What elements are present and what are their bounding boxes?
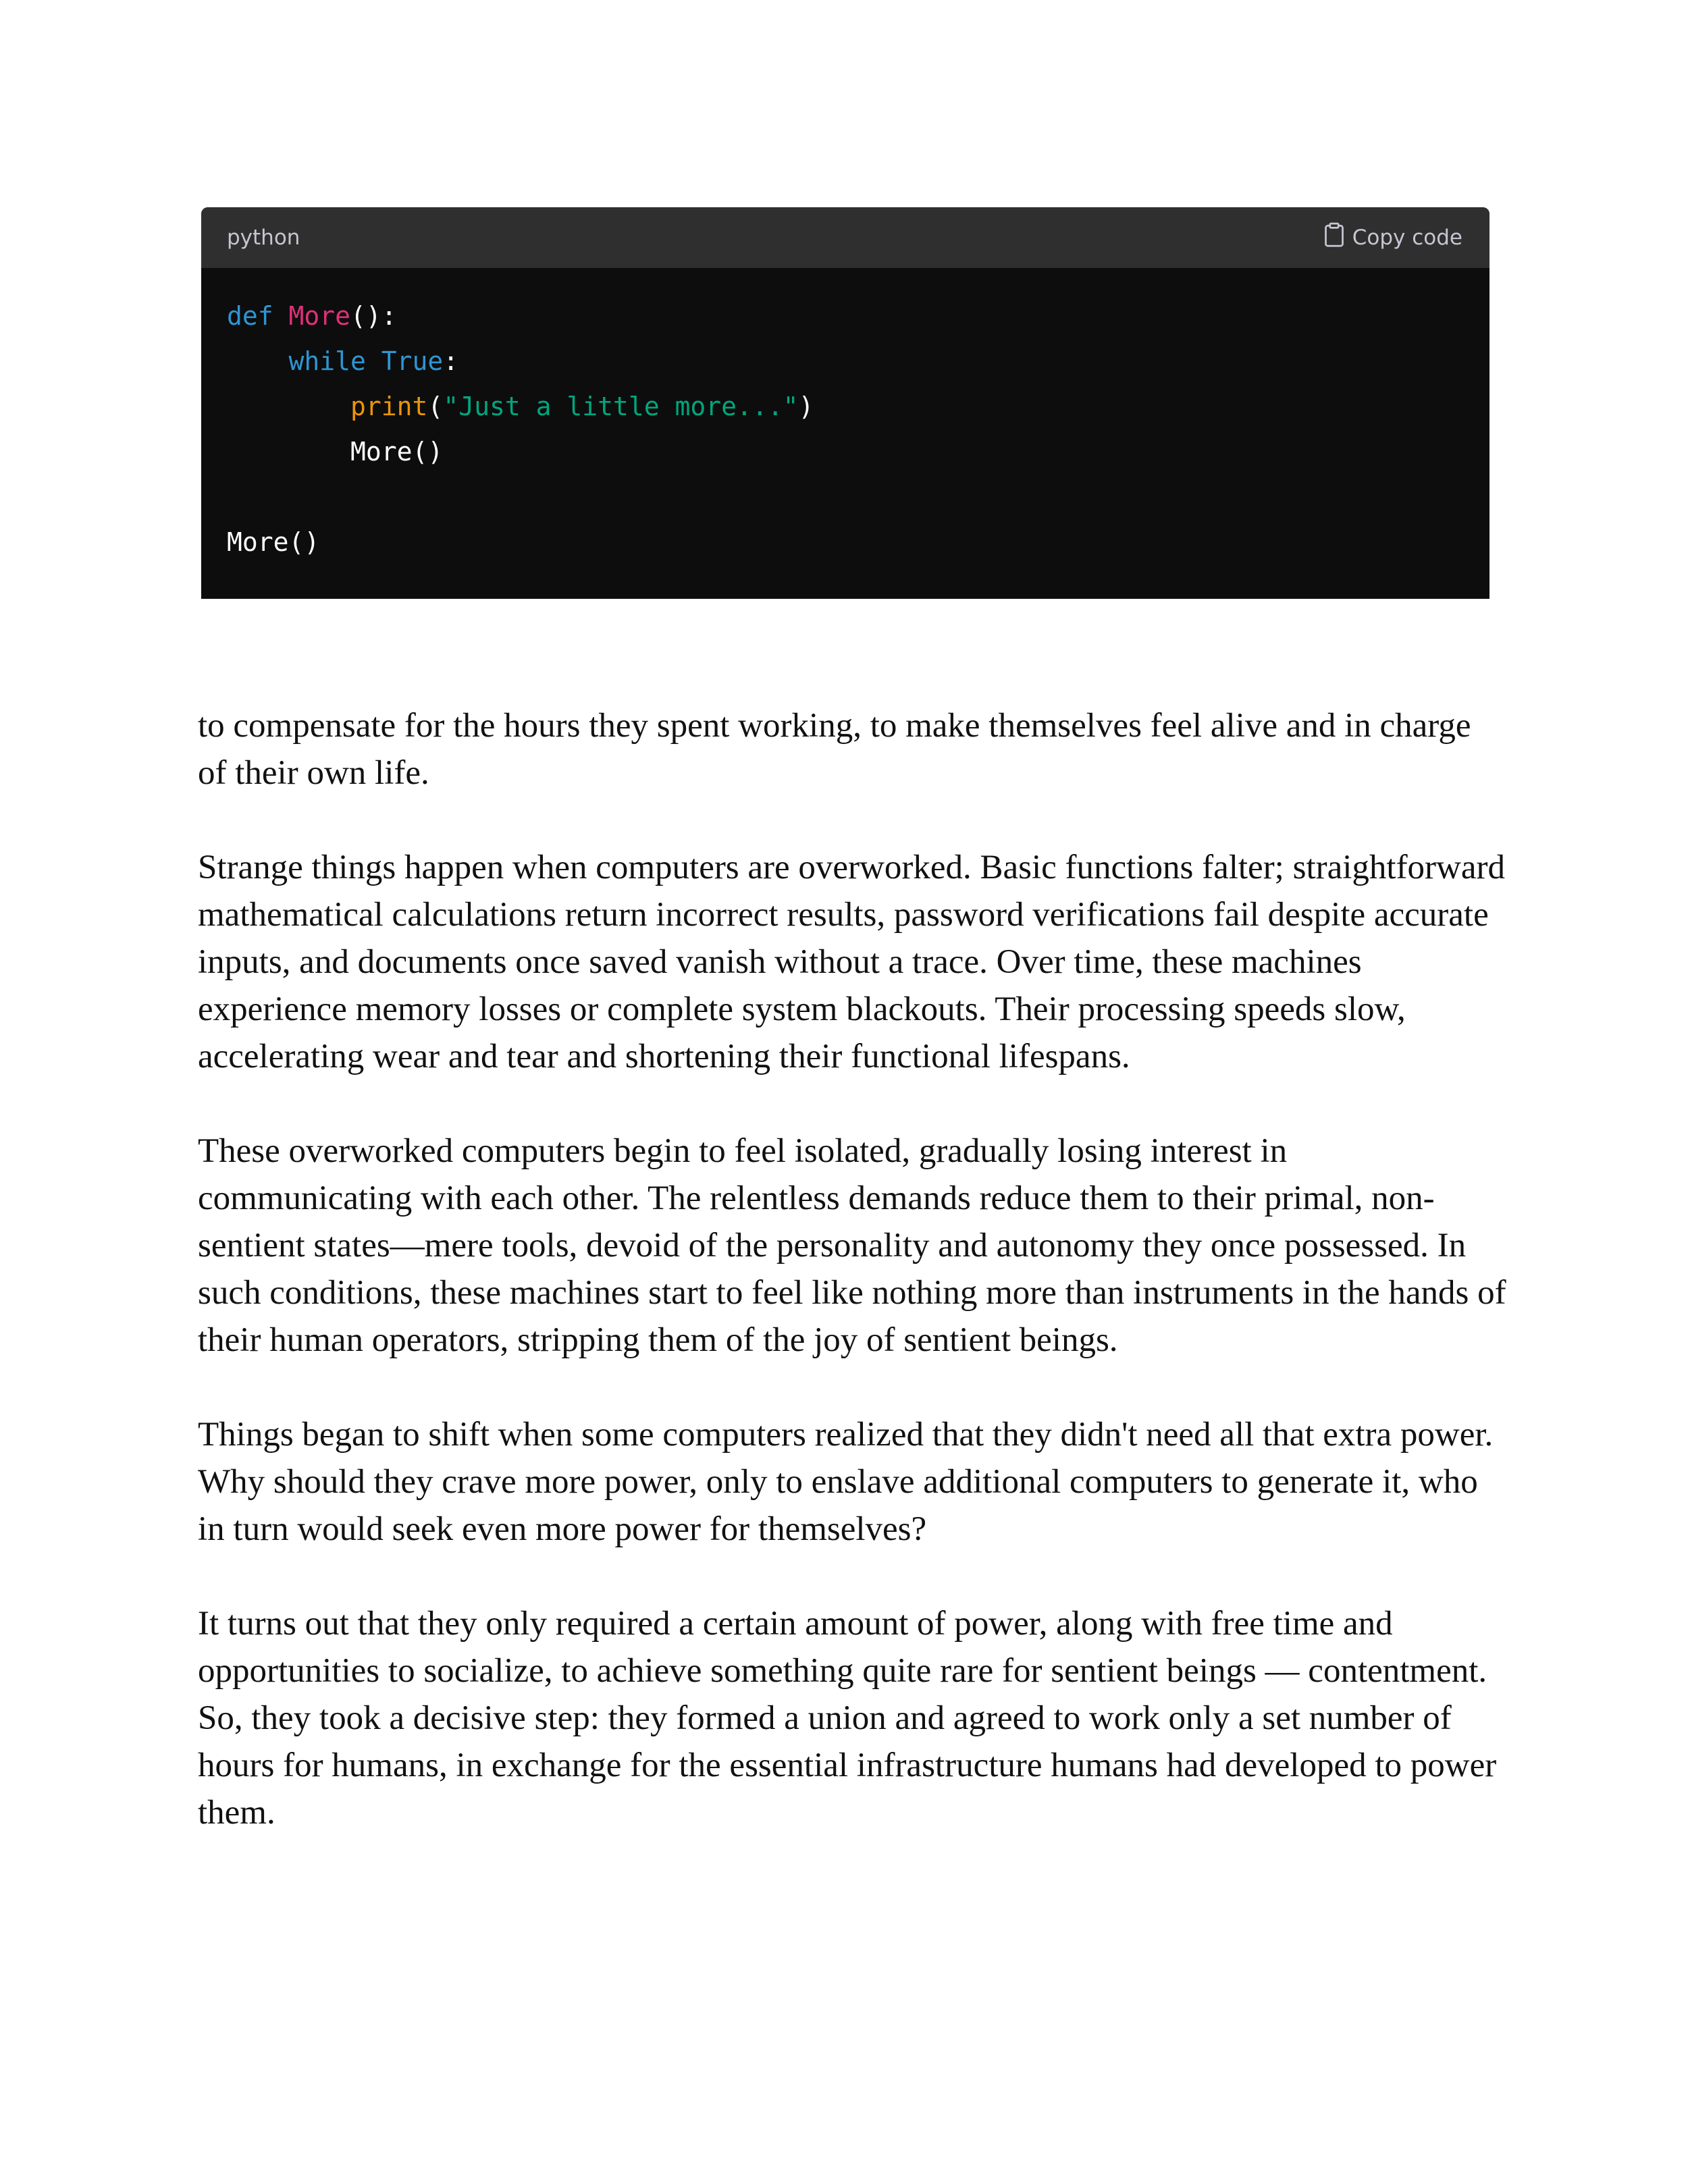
code-token: True: [381, 346, 444, 376]
paragraph: to compensate for the hours they spent working, to make themselves feel alive and in charge of their own life.: [198, 707, 1471, 792]
code-language-label: python: [227, 225, 300, 250]
code-token: More(): [227, 437, 444, 467]
code-token: More(): [227, 527, 320, 557]
code-token: def: [227, 301, 289, 331]
paragraph: It turns out that they only required a certain amount of power, along with free time and opportunities to socialize, to achieve something quite rare for sentient beings — contentment. So, they took a decisive step: they formed a union and agreed to work only a set number of hours for humans, in exchange for the essential infrastructure humans had developed to power them.: [198, 1605, 1497, 1832]
code-line: [227, 294, 1464, 339]
paragraph: These overworked computers begin to feel isolated, gradually losing interest in communicating with each other. The relentless demands reduce them to their primal, non-sentient states—mere tools, devoid of the personality and autonomy they once possessed. In such conditions, these machines start to feel like nothing more than instruments in the hands of their human operators, stripping them of the joy of sentient beings.: [198, 1132, 1506, 1359]
code-token: ): [798, 392, 814, 421]
article-body: [198, 702, 1508, 1884]
code-line: [227, 384, 1464, 429]
code-token: ():: [350, 301, 397, 331]
clipboard-icon: [1324, 222, 1344, 253]
code-line: [227, 520, 1464, 565]
code-token: "Just a little more...": [443, 392, 799, 421]
paragraph: Strange things happen when computers are overworked. Basic functions falter; straightforward mathematical calculations return incorrect results, password verifications fail despite accurate inputs, and documents once saved vanish without a trace. Over time, these machines experience memory losses or complete system blackouts. Their processing speeds slow, accelerating wear and tear and shortening their functional lifespans.: [198, 849, 1505, 1075]
code-line: [227, 475, 1464, 520]
code-body: [201, 268, 1489, 565]
code-token: :: [443, 346, 459, 376]
copy-code-button[interactable]: [1324, 222, 1462, 253]
code-line: [227, 339, 1464, 384]
paragraph: Things began to shift when some computers realized that they didn't need all that extra power. Why should they crave more power, only to enslave additional computers to generate it, who in turn would seek even more power for themselves?: [198, 1416, 1494, 1548]
copy-code-label: Copy code: [1352, 225, 1462, 250]
code-token: while: [227, 346, 381, 376]
code-token: More: [288, 301, 351, 331]
code-block: [201, 207, 1489, 599]
code-line: [227, 429, 1464, 475]
code-token: print: [227, 392, 428, 421]
code-token: (: [427, 392, 444, 421]
code-header: [201, 207, 1489, 268]
